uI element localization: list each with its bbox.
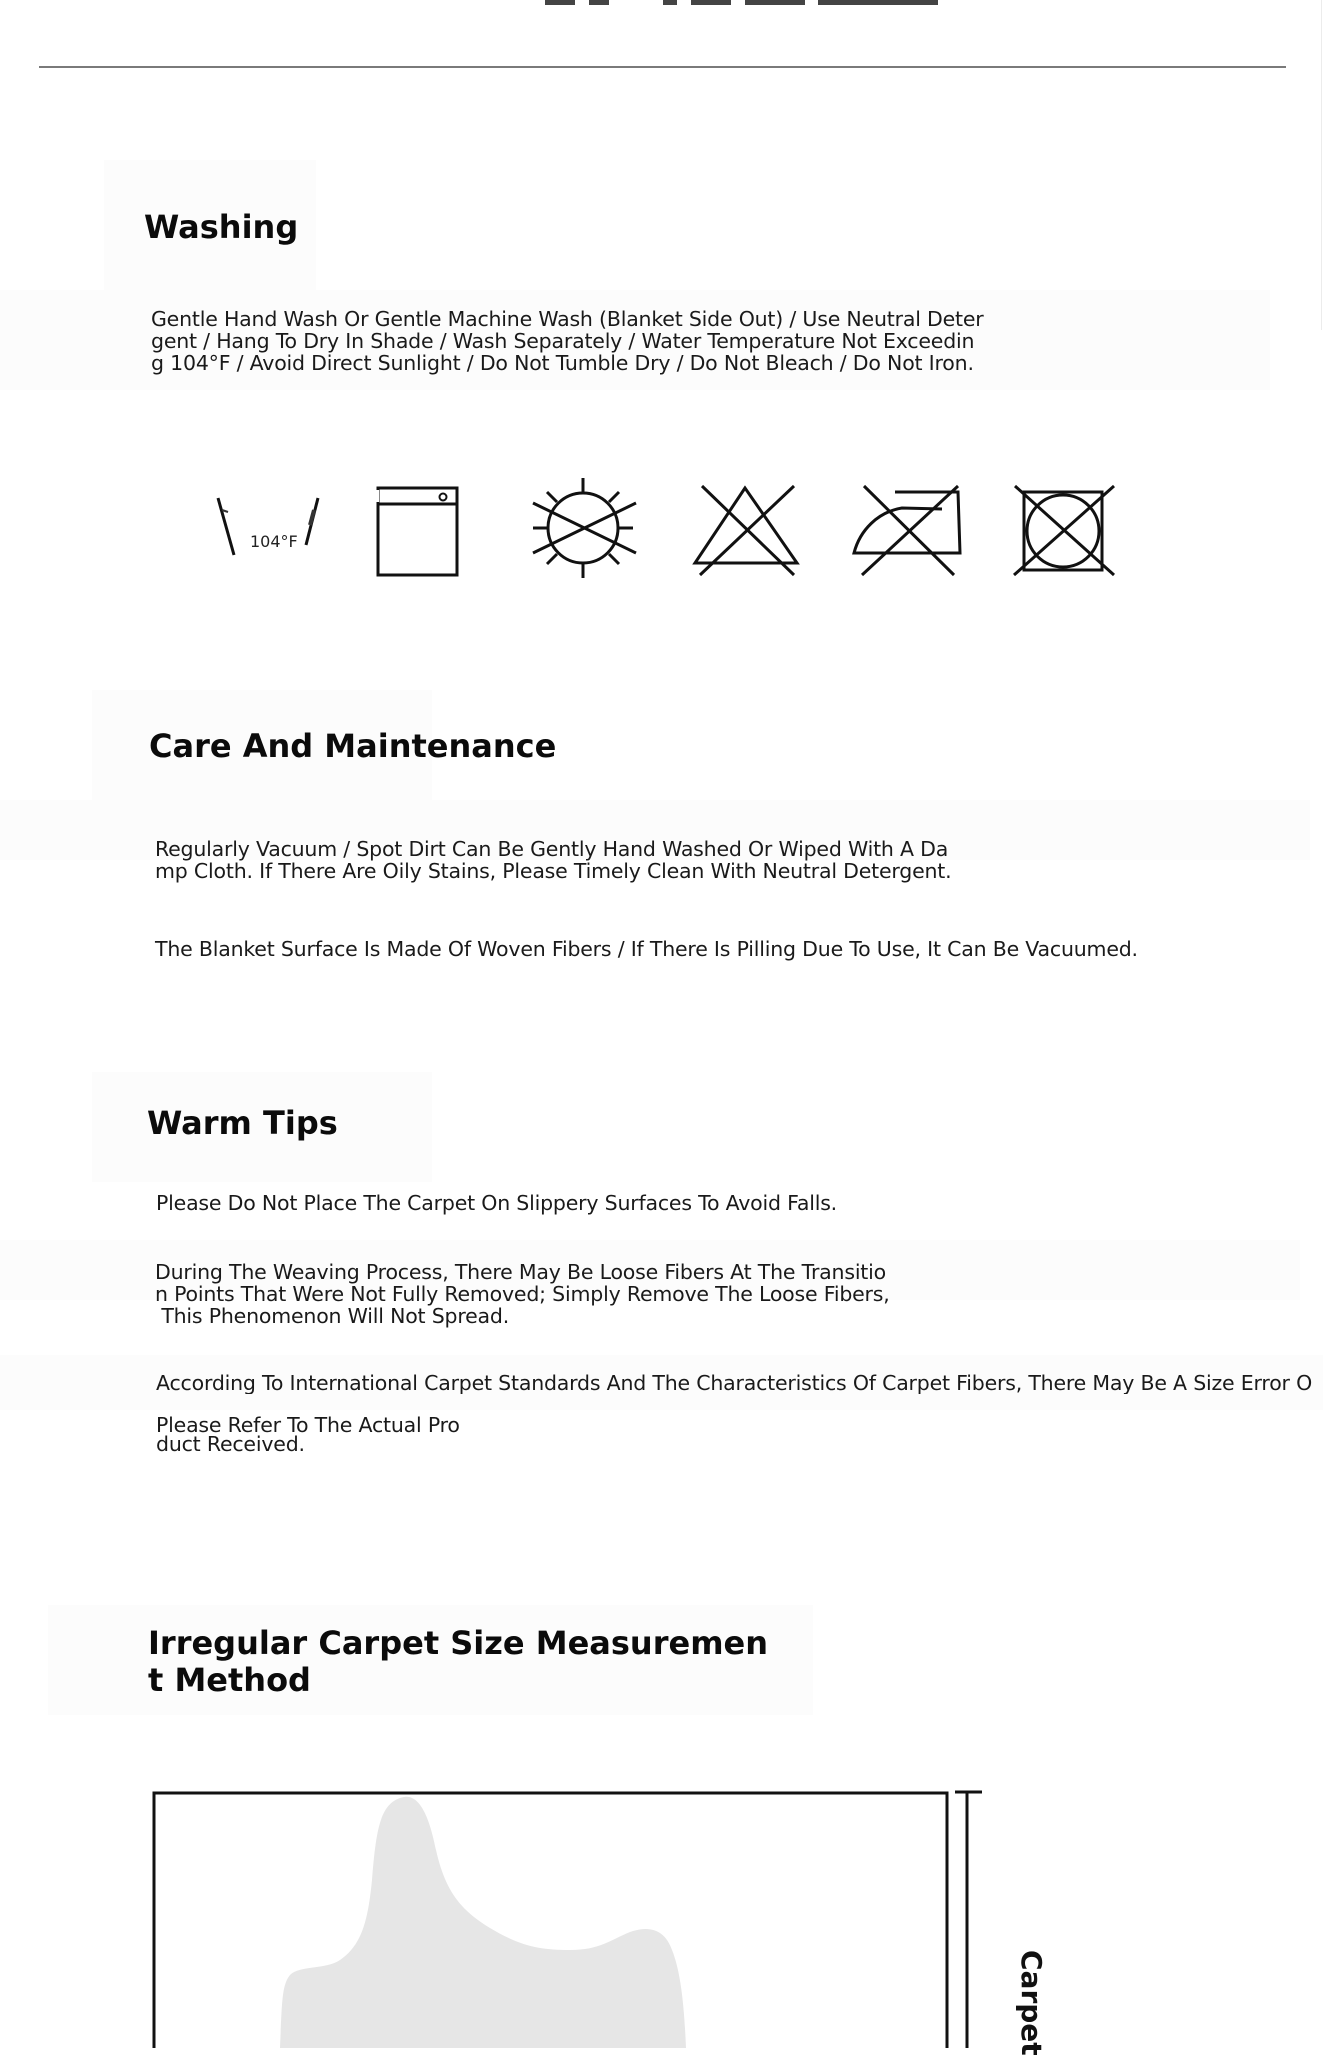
care-heading: Care And Maintenance [149, 727, 557, 765]
section-divider [39, 66, 1286, 68]
do-not-iron-icon [850, 470, 970, 580]
washing-instructions: Gentle Hand Wash Or Gentle Machine Wash (Blanket Side Out) / Use Neutral Deter gent / Hang To Dry In Shade / Wash Separately / Water Temperature Not Exceedin g 104°F / Avoid Direct Sunlight / Do Not Tumble Dry / Do Not Bleach / Do Not Iron. [151, 307, 984, 375]
tip-paragraph: During The Weaving Process, There May Be Loose Fibers At The Transitio n Points That Were Not Fully Removed; Simply Remove The Loose Fibers, This Phenomenon Will Not Spread. [155, 1260, 890, 1328]
carpet-dimension-label: Carpet [1015, 1950, 1048, 2056]
care-paragraph: The Blanket Surface Is Made Of Woven Fibers / If There Is Pilling Due To Use, It Can Be Vacuumed. [155, 937, 1138, 961]
care-paragraph: Regularly Vacuum / Spot Dirt Can Be Gently Hand Washed Or Wiped With A Da mp Cloth. If There Are Oily Stains, Please Timely Clean With Neutral Detergent. [155, 837, 952, 883]
do-not-bleach-icon [690, 470, 800, 580]
wash-temperature-icon [180, 470, 320, 580]
tip-paragraph: According To International Carpet Standards And The Characteristics Of Carpet Fibers, There May Be A Size Error O [156, 1372, 1313, 1394]
measurement-diagram [100, 1760, 1323, 2048]
tip-paragraph: Please Do Not Place The Carpet On Slippery Surfaces To Avoid Falls. [156, 1191, 837, 1215]
measurement-heading: Irregular Carpet Size Measuremen t Method [148, 1624, 769, 1699]
clipped-top-heading [545, 0, 1005, 6]
temperature-label: 104°F [250, 532, 298, 551]
tip-paragraph: Please Refer To The Actual Pro duct Received. [156, 1413, 460, 1456]
care-symbols-row [150, 470, 1150, 590]
carpet-shape [280, 1797, 686, 2048]
hang-dry-icon [375, 470, 465, 580]
edge-line [1321, 0, 1322, 330]
do-not-tumble-dry-icon [1010, 470, 1120, 580]
no-direct-sunlight-icon [525, 470, 645, 580]
warm-tips-heading: Warm Tips [147, 1104, 338, 1142]
washing-heading: Washing [144, 208, 299, 246]
